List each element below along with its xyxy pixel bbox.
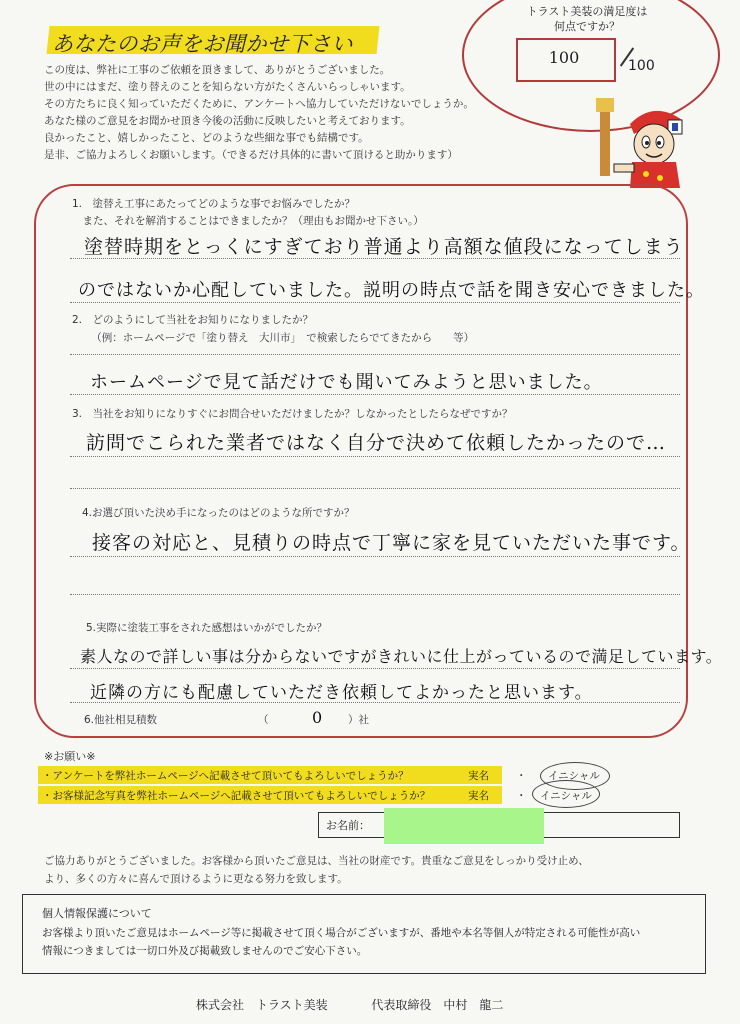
satisfaction-question-line: トラスト美装の満足度は [526,5,648,18]
request-2-real-name-option[interactable]: 実名 [468,790,489,802]
privacy-text [42,924,640,960]
request-1-real-name-option[interactable]: 実名 [468,770,489,782]
intro-line: 世の中にはまだ、塗り替えのことを知らない方がたくさんいらっしゃいます。 [44,81,411,93]
request-1-text: ・アンケートを弊社ホームページへ記載させて頂いてもよろしいでしょうか？ [42,770,409,782]
question-2-line: 2. どのようにして当社をお知りになりましたか？ [72,314,314,326]
score-max: 100 [628,58,655,74]
other-quotes-value: 0 [312,708,324,727]
answer-line-rule [70,556,680,557]
footer [196,996,503,1013]
answer-line-rule [70,456,680,457]
question-3-line: 3. 当社をお知りになりすぐにお問合せいただけましたか？しなかったとしたらなぜですか？ [72,408,513,420]
requests-heading: ※お願い※ [44,750,96,763]
request-1-initial-option[interactable]: イニシャル [548,770,600,782]
answer-line-rule [70,594,680,595]
answer-5-line-2: 近隣の方にも配慮していただき依頼してよかったと思います。 [90,683,593,703]
answer-4: 接客の対応と、見積りの時点で丁寧に家を見ていただいた事です。 [92,532,691,554]
answer-3: 訪問でこられた業者ではなく自分で決めて依頼したかったので… [86,432,667,454]
privacy-line: 情報につきましては一切口外及び掲載致しませんのでご安心下さい。 [42,945,368,957]
privacy-title: 個人情報保護について [42,907,152,920]
request-2-dot: ・ [516,790,527,802]
name-label: お名前： [326,819,370,832]
intro-line: この度は、弊社に工事のご依頼を頂きまして、ありがとうございました。 [44,64,391,76]
answer-1-line-1: 塗替時期をとっくにすぎており普通より高額な値段になってしまう [84,236,684,258]
question-4-line: 4.お選び頂いた決め手になったのはどのような所ですか？ [82,507,355,519]
privacy-line: お客様より頂いたご意見はホームページ等に掲載させて頂く場合がございますが、番地や本名等個人が特定される可能性が高い [42,927,641,939]
question-1-line: また、それを解消することはできましたか？（理由もお聞かせ下さい。） [72,215,424,227]
answer-line-rule [70,702,680,703]
answer-line-rule [70,394,680,395]
selection-circle [532,780,600,808]
question-2-example: （例：ホームページで「塗り替え 大川市」 で検索したらでてきたから 等） [86,332,475,344]
question-5-line: 5.実際に塗装工事をされた感想はいかがでしたか？ [86,622,328,634]
satisfaction-score: 100 [548,48,580,67]
answer-line-rule [70,258,680,259]
other-quotes-label: 6.他社相見積数 [84,714,158,726]
name-redaction [384,808,544,844]
other-quotes-close: ）社 [348,714,369,726]
answer-line-rule [70,354,680,355]
answer-line-rule [70,668,680,669]
satisfaction-question [492,4,682,34]
company-name: 株式会社 トラスト美装 [196,998,328,1012]
question-1-line: 1. 塗替え工事にあたってどのような事でお悩みでしたか？ [72,198,356,210]
thanks-text [44,852,589,888]
intro-line: 良かったこと、嬉しかったこと、どのような些細な事でも結構です。 [44,132,369,144]
other-quotes-open: （ [258,714,269,726]
representative-name: 代表取締役 中村 龍二 [371,998,504,1012]
request-2-text: ・お客様記念写真を弊社ホームページへ記載させて頂いてもよろしいでしょうか？ [42,790,431,802]
request-1-dot: ・ [516,770,527,782]
answer-line-rule [70,488,680,489]
intro-text [44,62,474,164]
intro-line: 是非、ご協力よろしくお願いします。（できるだけ具体的に書いて頂けると助かります） [44,149,458,161]
answer-1-line-2: のではないか心配していました。説明の時点で話を聞き安心できました。 [78,280,705,301]
answer-line-rule [70,302,680,303]
painter-mascot-icon [596,98,696,190]
page-title: あなたのお声をお聞かせ下さい [52,32,353,56]
thanks-line: ご協力ありがとうございました。お客様から頂いたご意見は、当社の財産です。貴重なご意見をしっかり受け止め、 [44,855,589,867]
intro-line: その方たちに良く知っていただくために、アンケートへ協力していただけないでしょうか。 [44,98,474,110]
answer-2: ホームページで見て話だけでも聞いてみようと思いました。 [90,372,603,393]
satisfaction-question-line: 何点ですか？ [554,20,620,33]
thanks-line: より、多くの方々に喜んで頂けるように更なる努力を致します。 [44,873,348,885]
answer-5-line-1: 素人なので詳しい事は分からないですがきれいに仕上がっているので満足しています。 [80,647,723,666]
request-2-initial-option[interactable]: イニシャル [540,790,592,802]
intro-line: あなた様のご意見をお聞かせ頂き今後の活動に反映したいと考えております。 [44,115,411,127]
